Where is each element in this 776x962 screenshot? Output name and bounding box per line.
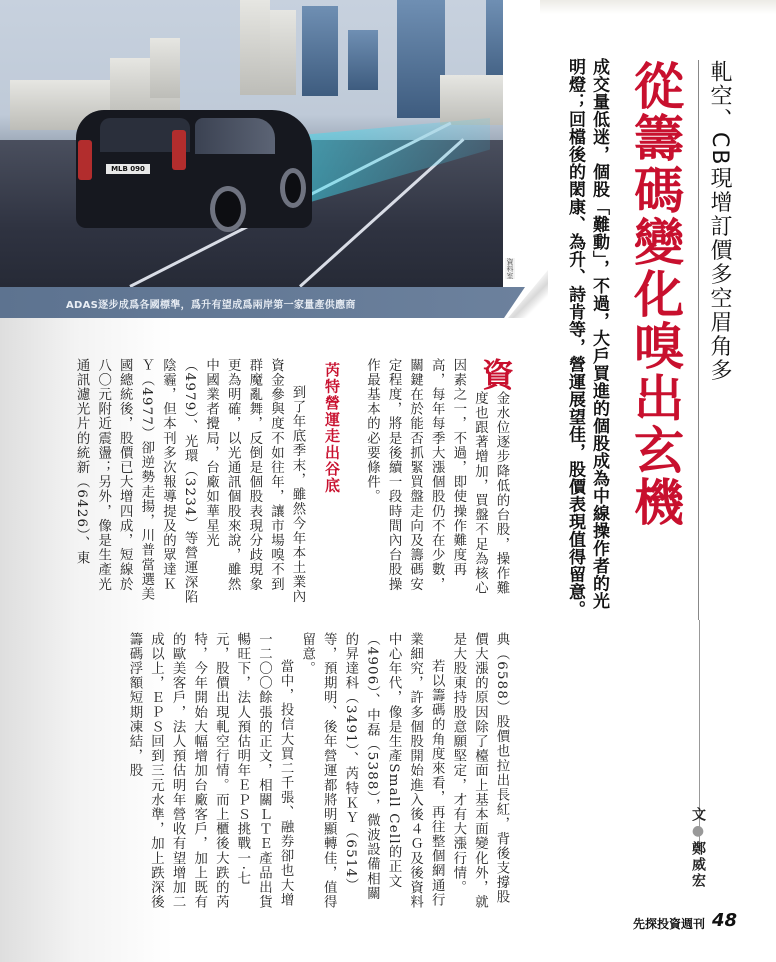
section-body <box>74 358 308 606</box>
publication-name: 先探投資週刊 <box>633 917 706 931</box>
intro-paragraph <box>361 358 515 606</box>
taillight <box>172 130 186 170</box>
article-body-bottom <box>86 632 512 912</box>
wheel <box>280 168 306 208</box>
photo-caption: ADAS逐步成爲各國標準，爲升有望成爲兩岸第一家量產供應商 <box>66 300 356 311</box>
section-paragraph: 到了年底季末，雖然今年本土業內資金參與度不如往年，讓市場嗅不到群魔亂舞，反倒是個股表現分歧現象更為明確，以光通訊個股來說，雖然中國業者攪局，台廠如華星光（4979）、光環（3234）等營運深陷陰霾，但本刊多次報導提及的眾達ＫＹ（4977）卻逆勢走揚，川普當選美國總統後，股價已大增四成，短線於八〇元附近震盪；另外，像是生產光通訊濾光片的統新（6426）、東 <box>74 358 305 605</box>
wheel <box>210 186 246 232</box>
intro-text: 金水位逐步降低的台股，操作難度也跟著增加，買盤不足為核心因素之一，不過，即使操作難度再高，每年每季大漲個股仍不在少數，關鍵在於能否抓緊買盤走向及籌碼安定程度，將是後續一段時間內台股操作最基本的必要條件。 <box>364 358 509 596</box>
license-plate: MLB 090 <box>106 164 150 174</box>
byline <box>688 807 708 889</box>
deck-text: 成交量低迷，個股「難動」，不過，大戶買進的個股成為中線操作者的光明燈；回檔後的閎康、為升、詩肯等，營運展望佳，股價表現值得留意。 <box>565 58 609 618</box>
continued-paragraph-1: 典（6588）股價也拉出長紅，背後支撐股價大漲的原因除了檯面上基本面變化外，就是大股東持股意願堅定，才有大漲行情。 <box>450 632 509 910</box>
car-side-window <box>195 118 275 154</box>
building <box>240 0 270 95</box>
continued-paragraph-3: 當中，投信大買二千張、融券卻也大增一二〇〇餘張的正文，相關ＬＴＥ產品出貨暢旺下，法人預估明年ＥＰＳ挑戰一‧七元，股價出現軋空行情。而上櫃後大跌的芮特，今年開始大幅增加台廠客戶，加上既有的歐美客戶，法人預估明年營收有望增加二成以上，ＥＰＳ回到三元水準，加上跌深後籌碼浮額短期凍結，股 <box>126 632 294 910</box>
photo-credit: 資料室 <box>506 258 514 279</box>
byline-prefix: 文 <box>690 807 706 823</box>
building <box>270 10 296 95</box>
building <box>302 6 338 96</box>
byline-dot-icon: ● <box>690 823 706 841</box>
taillight <box>78 140 92 180</box>
byline-author: 鄭威宏 <box>690 841 706 889</box>
building <box>440 75 503 125</box>
top-edge-shade <box>540 0 776 14</box>
section-heading: 芮特營運走出谷底 <box>323 362 341 494</box>
building <box>348 30 378 90</box>
dropcap: 資 <box>477 358 515 392</box>
article-photo <box>0 0 503 287</box>
building <box>397 0 445 118</box>
building <box>150 38 180 98</box>
divider <box>698 60 699 620</box>
article-body-top <box>361 358 515 606</box>
page-number: 48 <box>712 910 738 931</box>
continued-paragraph-2: 若以籌碼的角度來看，再往整個網通行業細究，許多個股開始進入後４Ｇ及後資料中心年代，像是生產Small Cell的正文（4906）、中磊（5388），微波設備相關的昇達科（3491）、芮特ＫＹ（6514）等，預期明、後年營運都將明顯轉佳，值得留意。 <box>299 632 445 910</box>
subheadline: 軋空、CB現增訂價多空眉角多 <box>707 60 732 383</box>
page-title: 從籌碼變化嗅出玄機 <box>626 60 684 528</box>
